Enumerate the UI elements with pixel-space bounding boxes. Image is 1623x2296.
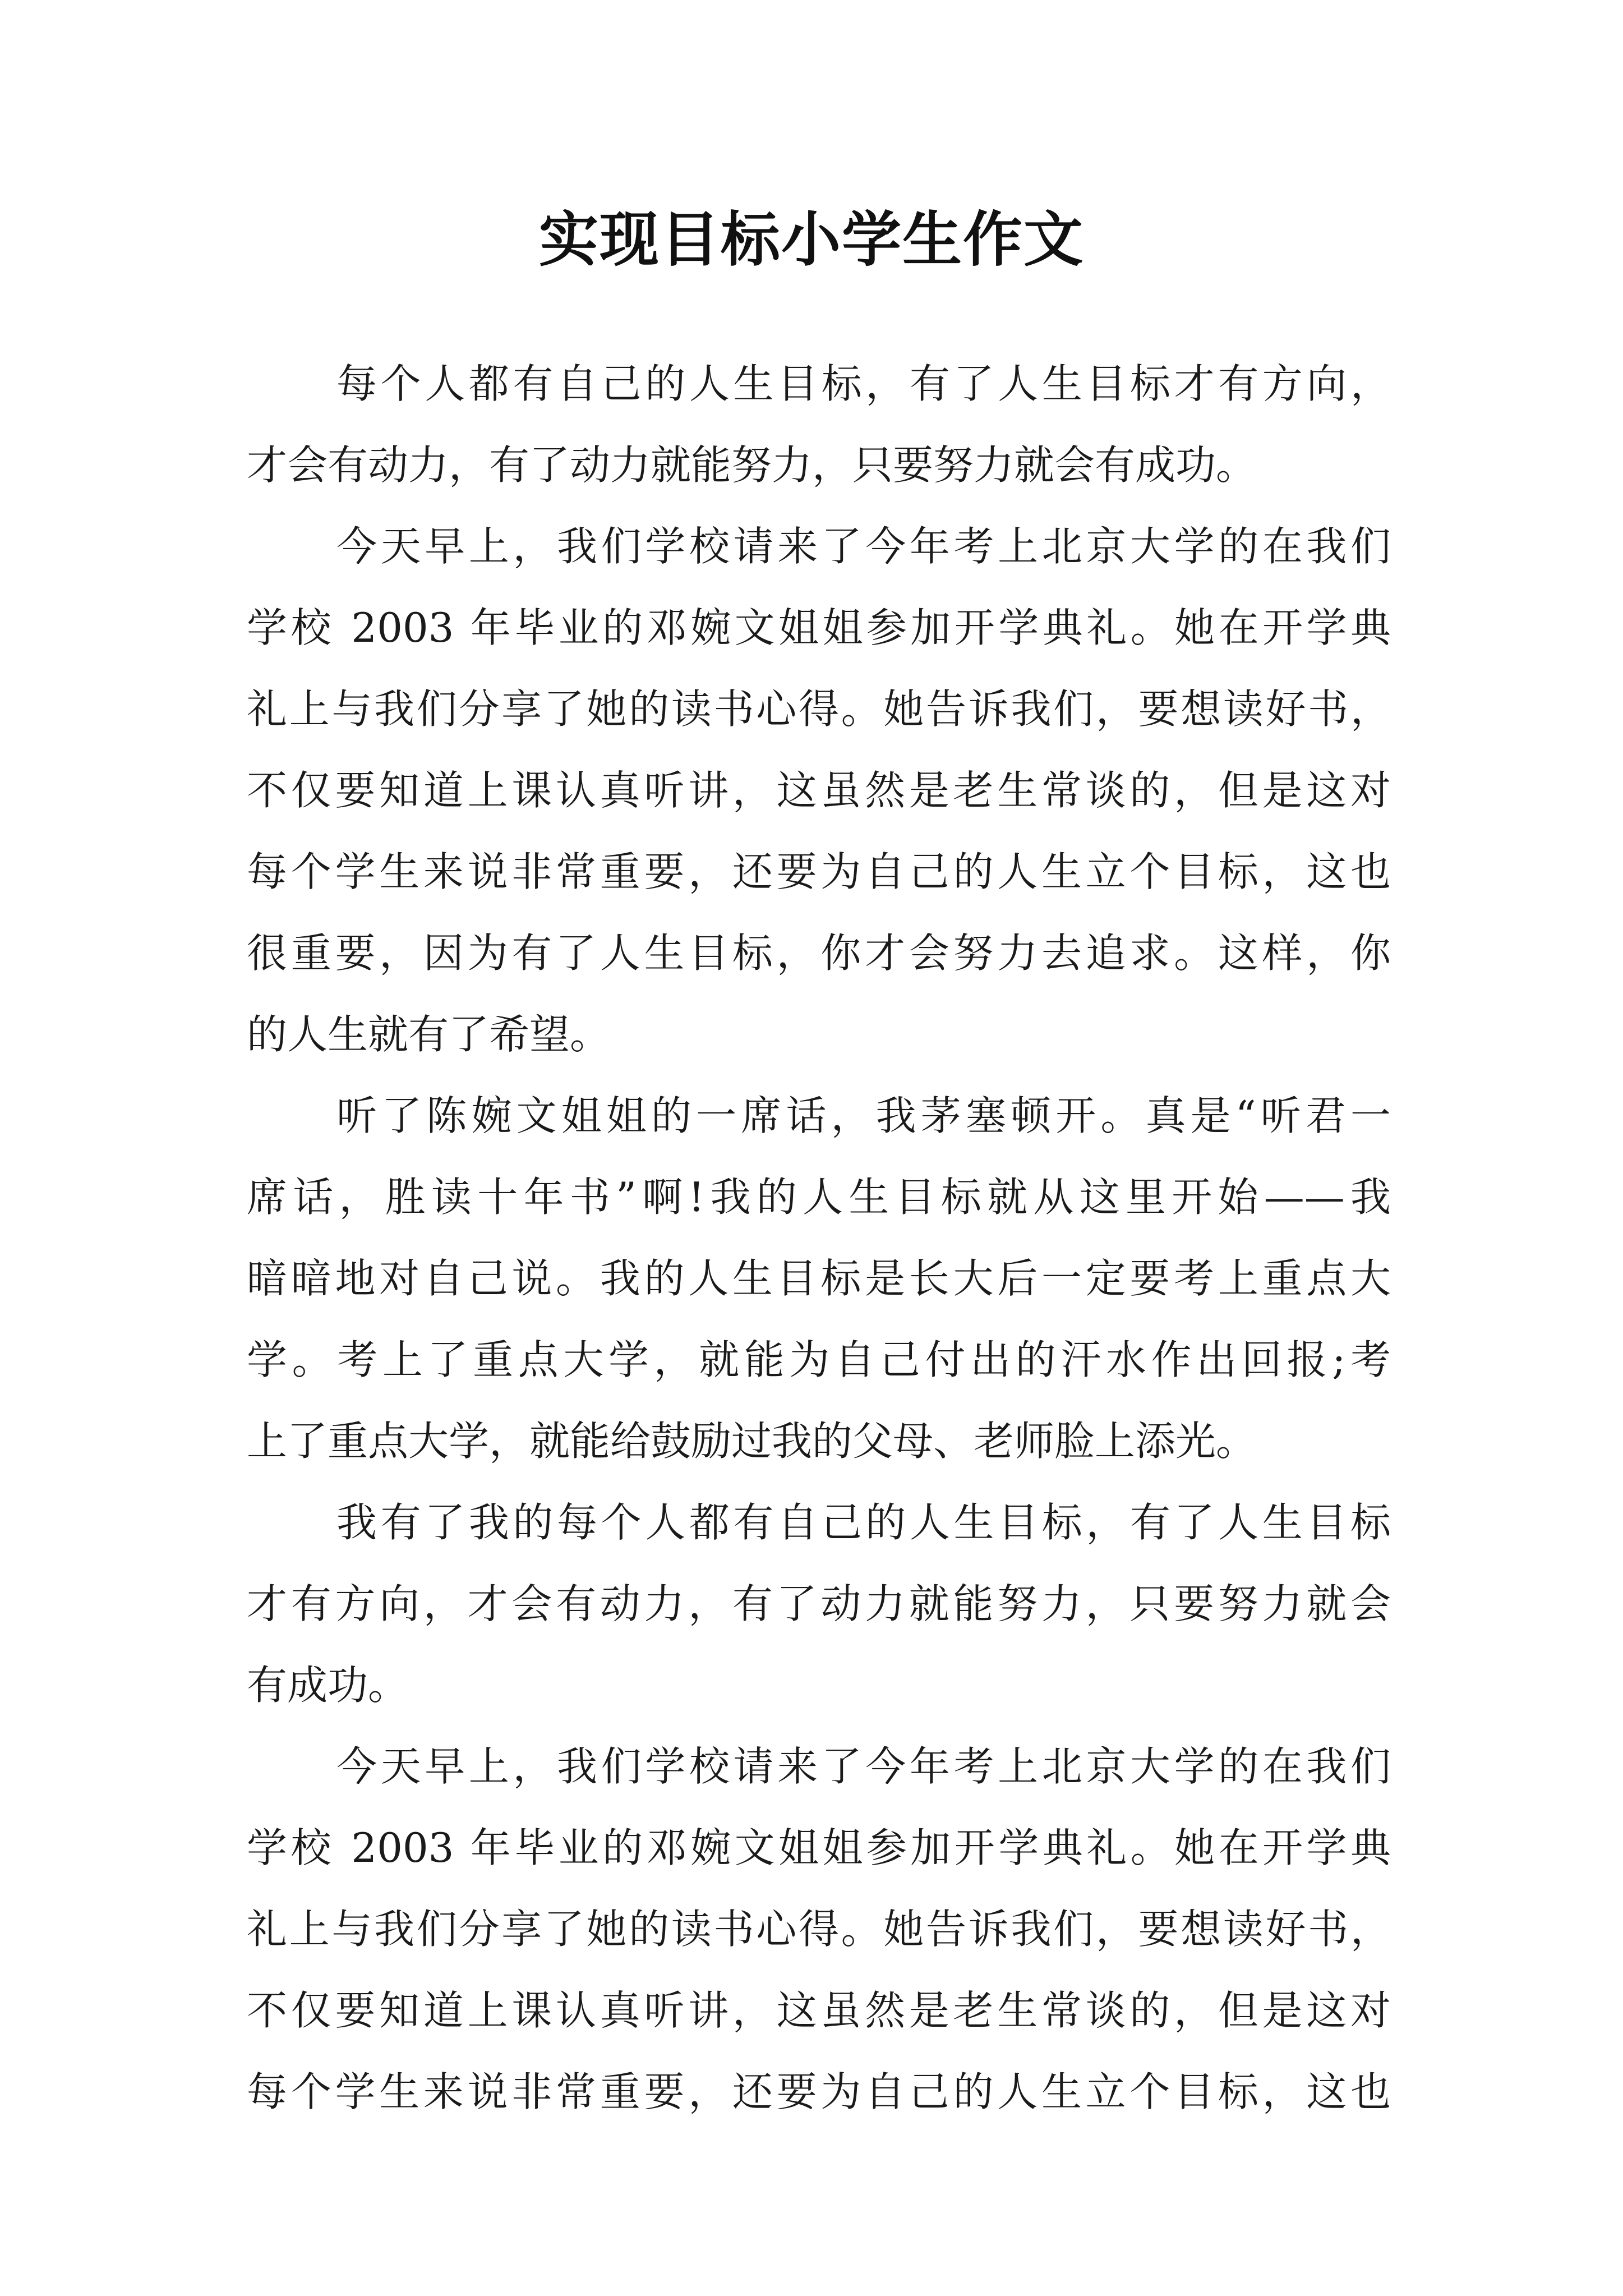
text-line: 礼上与我们分享了她的读书心得。她告诉我们，要想读好书， — [247, 685, 1391, 733]
text-line: 今天早上，我们学校请来了今年考上北京大学的在我们 — [336, 1743, 1391, 1790]
text-line: 礼上与我们分享了她的读书心得。她告诉我们，要想读好书， — [247, 1906, 1391, 1953]
text-line: 才会有动力，有了动力就能努力，只要努力就会有成功。 — [247, 441, 1257, 489]
text-line: 学校 2003 年毕业的邓婉文姐姐参加开学典礼。她在开学典 — [247, 604, 1391, 651]
text-line: 学。考上了重点大学，就能为自己付出的汗水作出回报;考 — [247, 1336, 1391, 1383]
text-line: 很重要，因为有了人生目标，你才会努力去追求。这样，你 — [247, 930, 1391, 977]
document-title: 实现目标小学生作文 — [539, 204, 1084, 274]
text-line: 今天早上，我们学校请来了今年考上北京大学的在我们 — [336, 523, 1391, 570]
text-line: 不仅要知道上课认真听讲，这虽然是老生常谈的，但是这对 — [247, 767, 1391, 814]
text-line: 上了重点大学，就能给鼓励过我的父母、老师脸上添光。 — [247, 1418, 1257, 1465]
text-line: 席话，胜读十年书”啊!我的人生目标就从这里开始——我 — [247, 1174, 1391, 1221]
document-body — [247, 343, 1391, 2133]
text-line: 每个学生来说非常重要，还要为自己的人生立个目标，这也 — [247, 848, 1391, 895]
text-line: 每个学生来说非常重要，还要为自己的人生立个目标，这也 — [247, 2068, 1391, 2115]
text-line: 不仅要知道上课认真听讲，这虽然是老生常谈的，但是这对 — [247, 1987, 1391, 2034]
text-line: 的人生就有了希望。 — [247, 1011, 611, 1058]
text-line: 我有了我的每个人都有自己的人生目标，有了人生目标 — [336, 1499, 1391, 1546]
text-line: 有成功。 — [247, 1662, 409, 1709]
text-line: 才有方向，才会有动力，有了动力就能努力，只要努力就会 — [247, 1580, 1391, 1627]
text-line: 每个人都有自己的人生目标，有了人生目标才有方向， — [336, 360, 1391, 407]
text-line: 学校 2003 年毕业的邓婉文姐姐参加开学典礼。她在开学典 — [247, 1824, 1391, 1871]
text-line: 暗暗地对自己说。我的人生目标是长大后一定要考上重点大 — [247, 1255, 1391, 1302]
text-line: 听了陈婉文姐姐的一席话，我茅塞顿开。真是“听君一 — [336, 1092, 1391, 1139]
